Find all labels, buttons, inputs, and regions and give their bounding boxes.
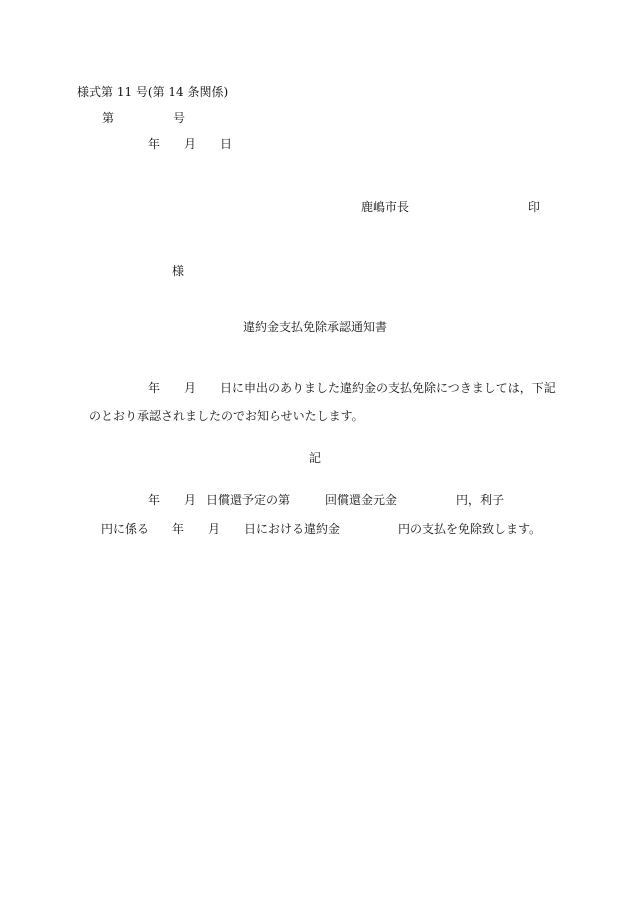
number-prefix: 第 (102, 111, 115, 125)
detail-line2-month: 月 (208, 522, 221, 536)
issuer-name: 鹿嶋市長 (361, 200, 410, 214)
date-day: 日 (220, 137, 233, 151)
date-year: 年 (148, 137, 161, 151)
detail-line1-text-a: 日償還予定の第 (206, 493, 291, 507)
document-title: 違約金支払免除承認通知書 (243, 320, 388, 334)
ki-label: 記 (309, 451, 322, 465)
detail-line2-text-b: 日における違約金 (244, 522, 341, 536)
detail-line2-year: 年 (172, 522, 185, 536)
body-line1-text: 日に申出のありました違約金の支払免除につきましては，下記 (220, 381, 556, 395)
body-month: 月 (184, 381, 197, 395)
body-line2-text: のとおり承認されましたのでお知らせいたします。 (89, 409, 364, 423)
recipient-honorific: 様 (172, 264, 185, 278)
detail-line1-text-c: 円，利子 (456, 493, 505, 507)
detail-line1-text-b: 回償還金元金 (325, 493, 398, 507)
detail-line2-text-a: 円に係る (101, 522, 150, 536)
body-year: 年 (148, 381, 161, 395)
detail-year: 年 (148, 493, 161, 507)
issuer-seal: 印 (528, 200, 541, 214)
detail-month: 月 (184, 493, 197, 507)
form-label: 様式第 11 号(第 14 条関係) (77, 85, 229, 99)
detail-line2-text-c: 円の支払を免除致します。 (398, 522, 542, 536)
date-month: 月 (184, 137, 197, 151)
number-suffix: 号 (173, 111, 186, 125)
